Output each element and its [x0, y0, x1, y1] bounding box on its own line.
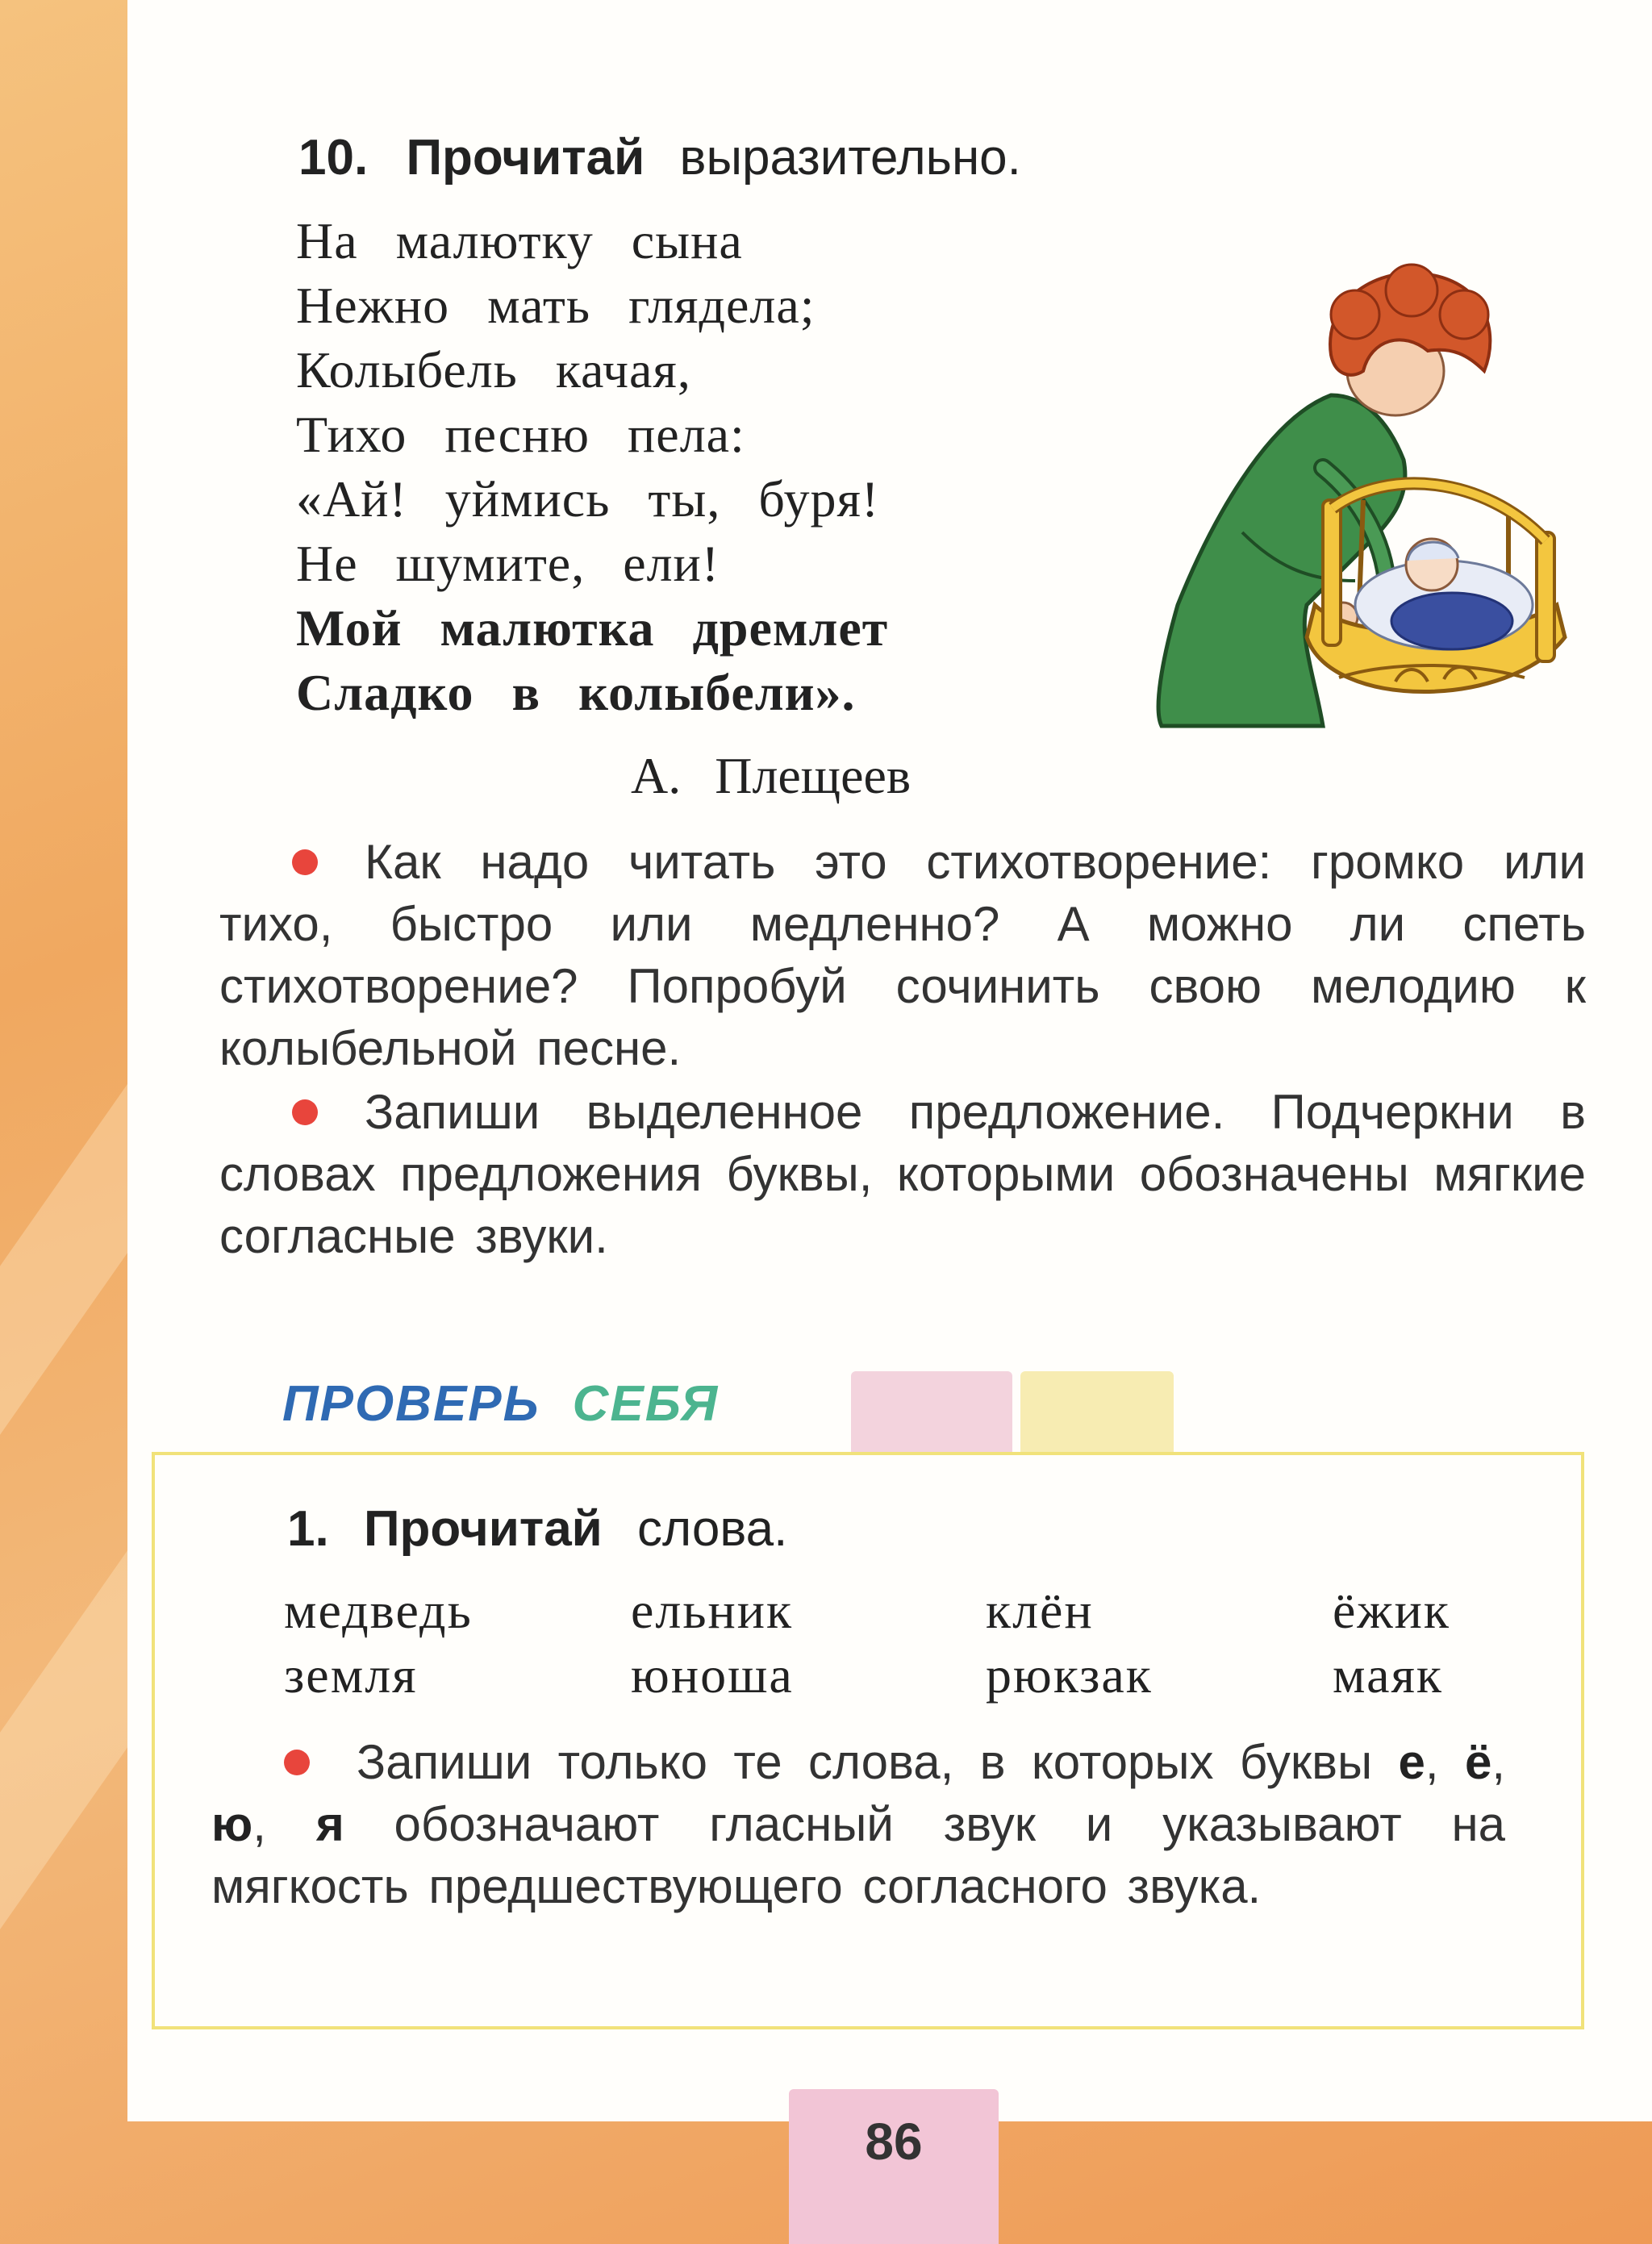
exercise-1-heading — [287, 1500, 787, 1558]
word-item: ельник — [631, 1582, 794, 1639]
letter: я — [315, 1797, 344, 1851]
page-number-tab — [789, 2089, 999, 2244]
task-text: Запиши выделенное предложение. Подчеркни в словах предложения буквы, которыми обозначены мягкие согласные звуки. — [219, 1085, 1586, 1263]
task-paragraph: Запиши только те слова, в которых буквы е, ё, ю, я обозначают гласный звук и указывают на мягкость предшествующего согласного звука. — [211, 1735, 1506, 1913]
poem-line: «Ай! уймись ты, буря! — [296, 470, 880, 528]
poem-line: На малютку сына — [296, 212, 743, 269]
poem-line: Тихо песню пела: — [296, 406, 745, 463]
poem-line: Колыбель качая, — [296, 341, 691, 398]
task-text: Как надо читать это стихотворение: громко или тихо, быстро или медленно? А можно ли спеть стихотворение? Попробуй сочинить свою мелодию к колыбельной песне. — [219, 835, 1586, 1075]
exercise-number: 10. — [298, 130, 369, 186]
letter: ё — [1464, 1735, 1492, 1789]
poem-line: Не шумите, ели! — [296, 535, 720, 592]
page-number: 86 — [865, 2113, 923, 2171]
task-paragraph — [219, 1081, 1586, 1267]
task-text: обозначают гласный звук и указывают на мягкость предшествующего согласного звука. — [211, 1797, 1505, 1913]
bullet-icon — [292, 849, 318, 875]
exercise-verb: Прочитай — [406, 130, 645, 186]
word-item: земля — [284, 1646, 418, 1704]
exercise-verb: Прочитай — [363, 1501, 603, 1557]
letter: ю — [211, 1797, 253, 1851]
poem-author: А. Плещеев — [631, 747, 912, 804]
check-title-word-1: ПРОВЕРЬ — [282, 1376, 540, 1432]
poem-line-highlighted: Мой малютка дремлет — [296, 599, 889, 657]
check-yourself-title — [282, 1375, 719, 1433]
decorative-tab-pink — [851, 1371, 1012, 1460]
word-item: медведь — [284, 1582, 473, 1639]
word-item: рюкзак — [986, 1646, 1153, 1704]
word-item: клён — [986, 1582, 1094, 1639]
word-item: маяк — [1333, 1646, 1443, 1704]
poem-line-highlighted: Сладко в колыбели». — [296, 664, 856, 721]
letter: е — [1398, 1735, 1425, 1789]
mother-cradle-illustration — [1145, 258, 1597, 742]
word-item: ёжик — [1333, 1582, 1450, 1639]
task-text: Запиши только те слова, в которых буквы — [357, 1735, 1373, 1789]
exercise-instruction: выразительно. — [679, 130, 1021, 186]
poem-line: Нежно мать глядела; — [296, 277, 816, 334]
word-item: юноша — [631, 1646, 794, 1704]
bullet-icon — [284, 1750, 310, 1775]
decorative-tab-yellow — [1020, 1371, 1174, 1460]
check-title-word-2: СЕБЯ — [572, 1376, 720, 1432]
exercise-instruction: слова. — [637, 1501, 788, 1557]
exercise-number: 1. — [287, 1501, 329, 1557]
bullet-icon — [292, 1099, 318, 1125]
task-paragraph — [219, 831, 1586, 1079]
exercise-10-heading — [298, 129, 1021, 186]
